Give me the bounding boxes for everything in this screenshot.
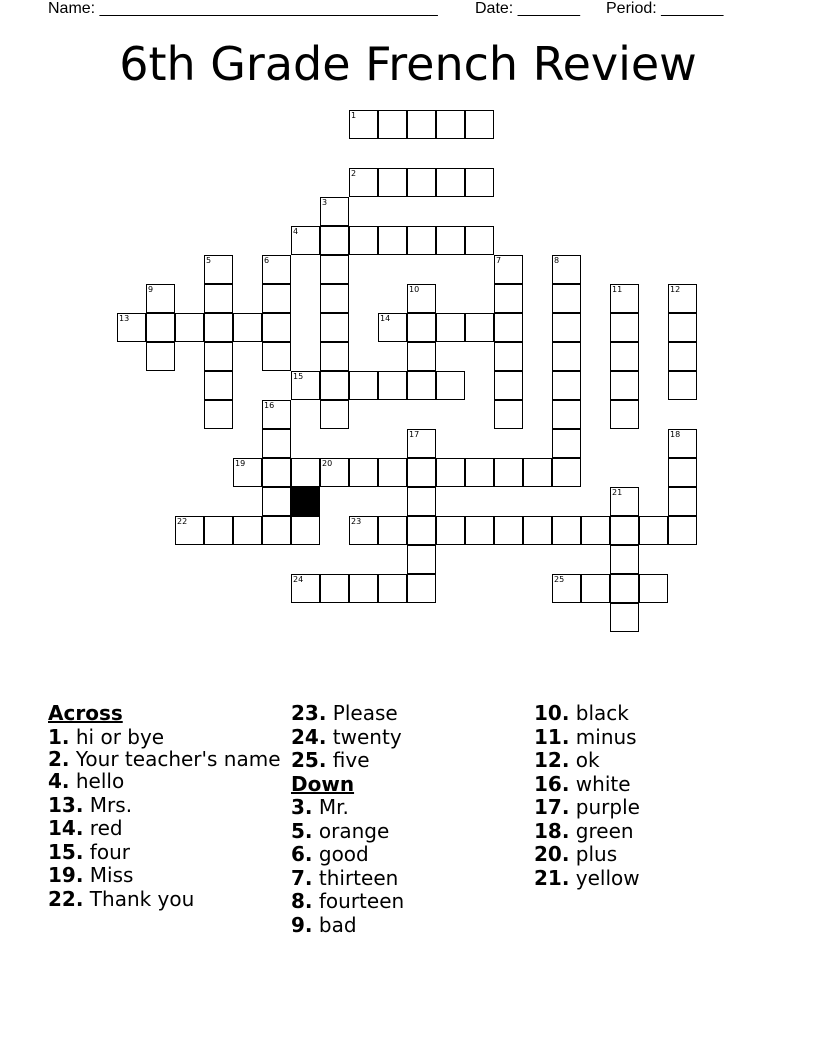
clue-number-label: 3: [322, 198, 328, 207]
crossword-cell[interactable]: [349, 371, 378, 400]
clue-number: 6.: [291, 842, 313, 866]
crossword-cell[interactable]: [610, 284, 639, 313]
clue-item: [291, 843, 531, 867]
crossword-cell[interactable]: [378, 168, 407, 197]
crossword-cell[interactable]: [378, 458, 407, 487]
date-field-label[interactable]: Date: _______: [475, 0, 580, 17]
crossword-cell[interactable]: [291, 371, 320, 400]
crossword-cell[interactable]: [320, 342, 349, 371]
clue-text: five: [326, 748, 370, 772]
crossword-cell[interactable]: [610, 342, 639, 371]
crossword-cell[interactable]: [291, 516, 320, 545]
clue-item: [291, 702, 531, 726]
clue-number: 13.: [48, 792, 84, 817]
crossword-cell[interactable]: [378, 226, 407, 255]
crossword-cell[interactable]: [407, 429, 436, 458]
crossword-cell[interactable]: [552, 516, 581, 545]
crossword-cell[interactable]: [436, 458, 465, 487]
clue-text: plus: [569, 842, 618, 866]
crossword-cell[interactable]: [465, 313, 494, 342]
crossword-cell[interactable]: [407, 226, 436, 255]
crossword-cell[interactable]: [117, 313, 146, 342]
crossword-cell[interactable]: [320, 284, 349, 313]
crossword-cell[interactable]: [349, 168, 378, 197]
clue-number-label: 13: [119, 314, 130, 323]
crossword-cell[interactable]: [262, 255, 291, 284]
clue-text: green: [569, 818, 634, 843]
clue-text: good: [312, 842, 369, 866]
crossword-cell[interactable]: [668, 342, 697, 371]
clue-number: 25.: [291, 748, 327, 772]
name-field-label[interactable]: Name: ______________________________________: [48, 0, 438, 17]
crossword-cell[interactable]: [146, 342, 175, 371]
clue-text: ok: [569, 748, 600, 772]
clue-number-label: 7: [496, 256, 502, 265]
crossword-cell[interactable]: [233, 313, 262, 342]
crossword-cell[interactable]: [407, 574, 436, 603]
crossword-cell[interactable]: [320, 255, 349, 284]
clue-item: [48, 749, 288, 770]
crossword-cell[interactable]: [668, 429, 697, 458]
crossword-cell[interactable]: [262, 458, 291, 487]
crossword-cell[interactable]: [291, 574, 320, 603]
clue-number: 1.: [48, 724, 70, 749]
crossword-cell[interactable]: [610, 313, 639, 342]
crossword-cell[interactable]: [204, 516, 233, 545]
clue-text: hello: [69, 769, 125, 793]
clue-number-label: 8: [554, 256, 560, 265]
crossword-cell[interactable]: [378, 371, 407, 400]
crossword-cell[interactable]: [465, 226, 494, 255]
crossword-cell[interactable]: [262, 400, 291, 429]
clue-number-label: 23: [351, 517, 362, 526]
clue-number-label: 24: [293, 575, 304, 584]
crossword-cell[interactable]: [552, 255, 581, 284]
clue-item: [534, 867, 774, 891]
crossword-cell[interactable]: [407, 168, 436, 197]
crossword-cell[interactable]: [668, 516, 697, 545]
crossword-cell[interactable]: [494, 371, 523, 400]
crossword-black-cell: [291, 487, 320, 516]
crossword-cell[interactable]: [262, 342, 291, 371]
crossword-cell[interactable]: [204, 342, 233, 371]
clue-number: 11.: [534, 724, 570, 749]
clue-number: 23.: [291, 701, 327, 725]
crossword-cell[interactable]: [320, 400, 349, 429]
clue-number-label: 6: [264, 256, 270, 265]
clue-number: 2.: [48, 747, 70, 771]
crossword-cell[interactable]: [349, 226, 378, 255]
crossword-cell[interactable]: [320, 226, 349, 255]
clue-number: 19.: [48, 863, 84, 887]
clue-text: Mrs.: [83, 792, 133, 817]
clue-item: [534, 796, 774, 820]
crossword-cell[interactable]: [436, 516, 465, 545]
clue-item: [534, 726, 774, 750]
clue-number: 24.: [291, 724, 327, 749]
across-heading: Across: [48, 701, 123, 725]
crossword-cell[interactable]: [262, 313, 291, 342]
crossword-cell[interactable]: [668, 487, 697, 516]
clue-number-label: 17: [409, 430, 420, 439]
crossword-cell[interactable]: [378, 313, 407, 342]
crossword-cell[interactable]: [552, 371, 581, 400]
crossword-cell[interactable]: [494, 313, 523, 342]
crossword-cell[interactable]: [552, 400, 581, 429]
crossword-cell[interactable]: [523, 516, 552, 545]
clue-item: [534, 820, 774, 844]
crossword-cell[interactable]: [233, 458, 262, 487]
clue-item: [291, 867, 531, 891]
clue-number-label: 1: [351, 111, 357, 120]
clues-column-3: [534, 702, 774, 890]
clue-number: 7.: [291, 865, 313, 890]
clue-text: Mr.: [312, 795, 349, 819]
clue-number-label: 4: [293, 227, 299, 236]
crossword-cell[interactable]: [407, 284, 436, 313]
clue-number: 5.: [291, 818, 313, 843]
clue-text: Your teacher's name: [69, 747, 281, 771]
crossword-cell[interactable]: [552, 342, 581, 371]
crossword-cell[interactable]: [552, 429, 581, 458]
crossword-cell[interactable]: [668, 313, 697, 342]
clue-text: twenty: [326, 724, 402, 749]
crossword-cell[interactable]: [465, 110, 494, 139]
clue-item: [48, 888, 288, 912]
crossword-cell[interactable]: [291, 226, 320, 255]
crossword-cell[interactable]: [494, 342, 523, 371]
clue-text: white: [569, 771, 631, 796]
clue-item: [48, 770, 288, 794]
clue-number: 9.: [291, 912, 313, 937]
crossword-cell[interactable]: [146, 284, 175, 313]
crossword-cell[interactable]: [233, 516, 262, 545]
crossword-cell[interactable]: [639, 516, 668, 545]
clue-item: [48, 794, 288, 818]
clue-number: 22.: [48, 886, 84, 911]
crossword-cell[interactable]: [610, 371, 639, 400]
clue-text: Miss: [83, 863, 134, 887]
crossword-cell[interactable]: [523, 458, 552, 487]
clue-number: 21.: [534, 865, 570, 890]
crossword-cell[interactable]: [610, 603, 639, 632]
clue-number-label: 19: [235, 459, 246, 468]
crossword-cell[interactable]: [204, 284, 233, 313]
crossword-cell[interactable]: [436, 168, 465, 197]
clues-column-1: [48, 702, 288, 911]
clue-number-label: 21: [612, 488, 623, 497]
crossword-cell[interactable]: [465, 458, 494, 487]
clue-item: [291, 890, 531, 914]
crossword-cell[interactable]: [668, 458, 697, 487]
crossword-cell[interactable]: [407, 371, 436, 400]
clue-item: [48, 864, 288, 888]
period-field-label[interactable]: Period: _______: [606, 0, 724, 17]
crossword-cell[interactable]: [378, 110, 407, 139]
clue-number-label: 25: [554, 575, 565, 584]
crossword-cell[interactable]: [581, 516, 610, 545]
crossword-cell[interactable]: [436, 313, 465, 342]
crossword-cell[interactable]: [668, 371, 697, 400]
clue-item: [48, 841, 288, 865]
crossword-cell[interactable]: [320, 574, 349, 603]
crossword-cell[interactable]: [610, 487, 639, 516]
crossword-cell[interactable]: [262, 284, 291, 313]
crossword-cell[interactable]: [349, 516, 378, 545]
crossword-cell[interactable]: [146, 313, 175, 342]
clue-number-label: 11: [612, 285, 623, 294]
clue-number-label: 2: [351, 169, 357, 178]
page-title: 6th Grade French Review: [119, 37, 697, 91]
clue-number: 16.: [534, 771, 570, 796]
crossword-cell[interactable]: [610, 545, 639, 574]
crossword-cell[interactable]: [320, 313, 349, 342]
crossword-cell[interactable]: [552, 313, 581, 342]
clue-text: hi or bye: [69, 724, 165, 749]
crossword-cell[interactable]: [262, 516, 291, 545]
crossword-cell[interactable]: [407, 516, 436, 545]
crossword-cell[interactable]: [494, 400, 523, 429]
crossword-cell[interactable]: [436, 226, 465, 255]
clue-item: [534, 843, 774, 867]
crossword-cell[interactable]: [581, 574, 610, 603]
clue-item: [534, 773, 774, 797]
crossword-cell[interactable]: [639, 574, 668, 603]
clue-item: [534, 749, 774, 773]
clue-item: [48, 726, 288, 750]
clue-number: 3.: [291, 795, 313, 819]
clue-text: fourteen: [312, 889, 405, 913]
clue-text: Thank you: [83, 886, 195, 911]
crossword-cell[interactable]: [494, 284, 523, 313]
crossword-cell[interactable]: [494, 458, 523, 487]
clue-number: 12.: [534, 748, 570, 772]
clue-number-label: 15: [293, 372, 304, 381]
crossword-cell[interactable]: [349, 110, 378, 139]
crossword-cell[interactable]: [378, 574, 407, 603]
clue-item: [291, 914, 531, 938]
crossword-cell[interactable]: [407, 110, 436, 139]
crossword-cell[interactable]: [436, 110, 465, 139]
clue-number-label: 22: [177, 517, 188, 526]
clue-number-label: 9: [148, 285, 154, 294]
crossword-cell[interactable]: [436, 371, 465, 400]
clue-number: 8.: [291, 889, 313, 913]
clue-item: [291, 796, 531, 820]
crossword-cell[interactable]: [407, 458, 436, 487]
crossword-cell[interactable]: [349, 458, 378, 487]
crossword-cell[interactable]: [320, 197, 349, 226]
crossword-cell[interactable]: [610, 400, 639, 429]
crossword-cell[interactable]: [610, 574, 639, 603]
clue-item: [48, 817, 288, 841]
crossword-cell[interactable]: [262, 487, 291, 516]
crossword-cell[interactable]: [552, 458, 581, 487]
crossword-cell[interactable]: [407, 487, 436, 516]
crossword-cell[interactable]: [668, 284, 697, 313]
clue-text: Please: [326, 701, 398, 725]
clue-text: four: [83, 839, 130, 864]
crossword-cell[interactable]: [291, 458, 320, 487]
crossword-cell[interactable]: [204, 371, 233, 400]
clue-item: [291, 726, 531, 750]
clue-text: purple: [569, 795, 640, 819]
clue-number-label: 10: [409, 285, 420, 294]
crossword-cell[interactable]: [175, 516, 204, 545]
crossword-cell[interactable]: [407, 545, 436, 574]
clue-text: bad: [312, 912, 357, 937]
clue-number: 17.: [534, 795, 570, 819]
clue-number-label: 5: [206, 256, 212, 265]
clue-text: orange: [312, 818, 390, 843]
crossword-cell[interactable]: [552, 284, 581, 313]
crossword-cell[interactable]: [465, 516, 494, 545]
clue-number-label: 14: [380, 314, 391, 323]
crossword-cell[interactable]: [407, 342, 436, 371]
clue-text: red: [83, 816, 123, 840]
clue-item: [534, 702, 774, 726]
clue-item: [291, 749, 531, 773]
down-heading: Down: [291, 771, 355, 796]
clue-text: yellow: [569, 865, 640, 890]
clue-number-label: 18: [670, 430, 681, 439]
clue-text: thirteen: [312, 865, 399, 890]
clue-number: 4.: [48, 769, 70, 793]
clue-number: 15.: [48, 839, 84, 864]
clues-column-2: [291, 702, 531, 937]
crossword-cell[interactable]: [204, 255, 233, 284]
clue-number-label: 12: [670, 285, 681, 294]
crossword-cell[interactable]: [175, 313, 204, 342]
crossword-cell[interactable]: [204, 313, 233, 342]
clue-text: minus: [569, 724, 637, 749]
crossword-cell[interactable]: [494, 516, 523, 545]
crossword-cell[interactable]: [407, 313, 436, 342]
clue-number-label: 16: [264, 401, 275, 410]
crossword-cell[interactable]: [204, 400, 233, 429]
crossword-cell[interactable]: [378, 516, 407, 545]
crossword-cell[interactable]: [262, 429, 291, 458]
clue-number: 10.: [534, 701, 570, 725]
clue-number: 20.: [534, 842, 570, 866]
crossword-cell[interactable]: [320, 458, 349, 487]
crossword-cell[interactable]: [320, 371, 349, 400]
crossword-cell[interactable]: [552, 574, 581, 603]
crossword-cell[interactable]: [610, 516, 639, 545]
clue-number-label: 20: [322, 459, 333, 468]
crossword-cell[interactable]: [465, 168, 494, 197]
crossword-cell[interactable]: [349, 574, 378, 603]
crossword-cell[interactable]: [494, 255, 523, 284]
clue-item: [291, 820, 531, 844]
clue-number: 18.: [534, 818, 570, 843]
clue-number: 14.: [48, 816, 84, 840]
clue-text: black: [569, 701, 629, 725]
